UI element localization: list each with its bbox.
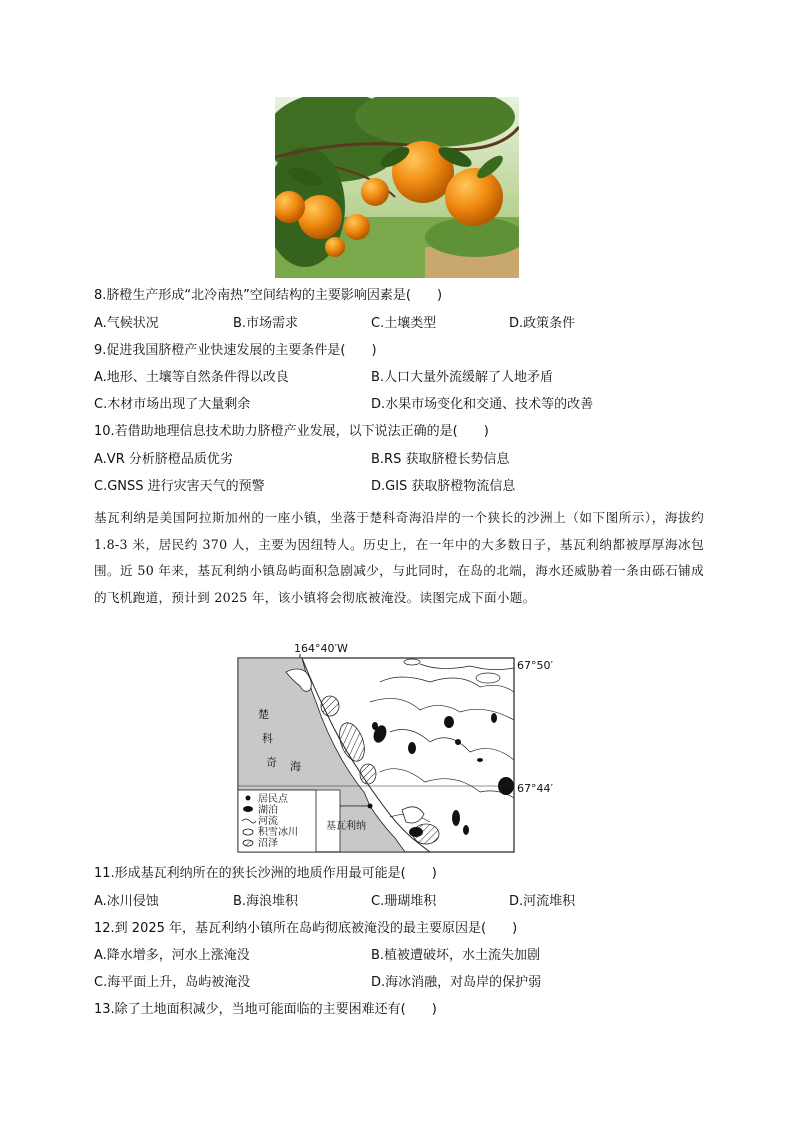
kivalina-map [230,642,560,854]
legend-glacier-icon [243,829,253,835]
question-9-option-c: C.木材市场出现了大量剩余 [94,397,251,412]
question-12-option-a: A.降水增多，河水上涨淹没 [94,948,250,963]
longitude-label: 164°40′W [294,642,348,655]
latitude-label-mid: 67°44′ [517,782,553,795]
sea-label-char-1: 楚 [258,708,269,721]
reading-passage [94,505,704,611]
question-9-option-a: A.地形、土壤等自然条件得以改良 [94,370,289,385]
question-8-option-b: B.市场需求 [233,316,299,331]
question-9-stem: 9.促进我国脐橙产业快速发展的主要条件是( ) [94,343,377,358]
question-10-option-d: D.GIS 获取脐橙物流信息 [371,479,516,494]
passage-text: 基瓦利纳是美国阿拉斯加州的一座小镇，坐落于楚科奇海沿岸的一个狭长的沙洲上（如下图所示），海拔约 1.8-3 米，居民约 370 人，主要为因纽特人。历史上，在一年中的大多数日子，基瓦利纳都被厚厚海冰包围。近 50 年来，基瓦利纳小镇岛屿面积急剧减少，与此同时，在岛的北端，海水还威胁着一条由砾石铺成的飞机跑道，预计到 2025 年，该小镇将会彻底被淹没。读图完成下面小题。 [94,510,704,605]
legend-label-river: 河流 [258,816,278,827]
question-12-option-b: B.植被遭破坏，水土流失加剧 [371,948,541,963]
question-8-stem: 8.脐橙生产形成“北冷南热”空间结构的主要影响因素是( ) [94,288,443,303]
legend-marsh-icon [243,840,253,846]
town-label: 基瓦利纳 [326,821,366,832]
question-9-option-d: D.水果市场变化和交通、技术等的改善 [371,397,594,412]
question-10-option-b: B.RS 获取脐橙长势信息 [371,452,510,467]
question-8-option-a: A.气候状况 [94,316,159,331]
question-12-option-d: D.海冰消融，对岛岸的保护弱 [371,975,542,990]
legend-settlement-icon [246,796,251,801]
question-11-option-c: C.珊瑚堆积 [371,894,437,909]
question-10-option-c: C.GNSS 进行灾害天气的预警 [94,479,265,494]
question-12-stem: 12.到 2025 年，基瓦利纳小镇所在岛屿彻底被淹没的最主要原因是( ) [94,921,518,936]
legend-label-glacier: 积雪冰川 [258,827,298,838]
orange-tree-photo [275,97,519,278]
question-11-option-a: A.冰川侵蚀 [94,894,159,909]
legend-lake-icon [243,806,253,812]
question-11-stem: 11.形成基瓦利纳所在的狭长沙洲的地质作用最可能是( ) [94,866,437,881]
question-9-option-b: B.人口大量外流缓解了人地矛盾 [371,370,554,385]
question-13-stem: 13.除了土地面积减少，当地可能面临的主要困难还有( ) [94,1002,437,1017]
question-11-option-d: D.河流堆积 [509,894,576,909]
question-8-option-c: C.土壤类型 [371,316,437,331]
legend-label-lake: 湖泊 [258,805,278,816]
latitude-label-top: 67°50′ [517,659,553,672]
sea-label-char-4: 海 [290,760,301,773]
legend-label-settlement: 居民点 [258,794,288,805]
question-8-option-d: D.政策条件 [509,316,576,331]
question-10-option-a: A.VR 分析脐橙品质优劣 [94,452,233,467]
question-11-option-b: B.海浪堆积 [233,894,299,909]
legend-label-marsh: 沼泽 [258,838,278,849]
question-10-stem: 10.若借助地理信息技术助力脐橙产业发展，以下说法正确的是( ) [94,424,489,439]
sea-label-char-2: 科 [262,732,273,745]
sea-label-char-3: 奇 [266,756,277,769]
question-12-option-c: C.海平面上升，岛屿被淹没 [94,975,251,990]
